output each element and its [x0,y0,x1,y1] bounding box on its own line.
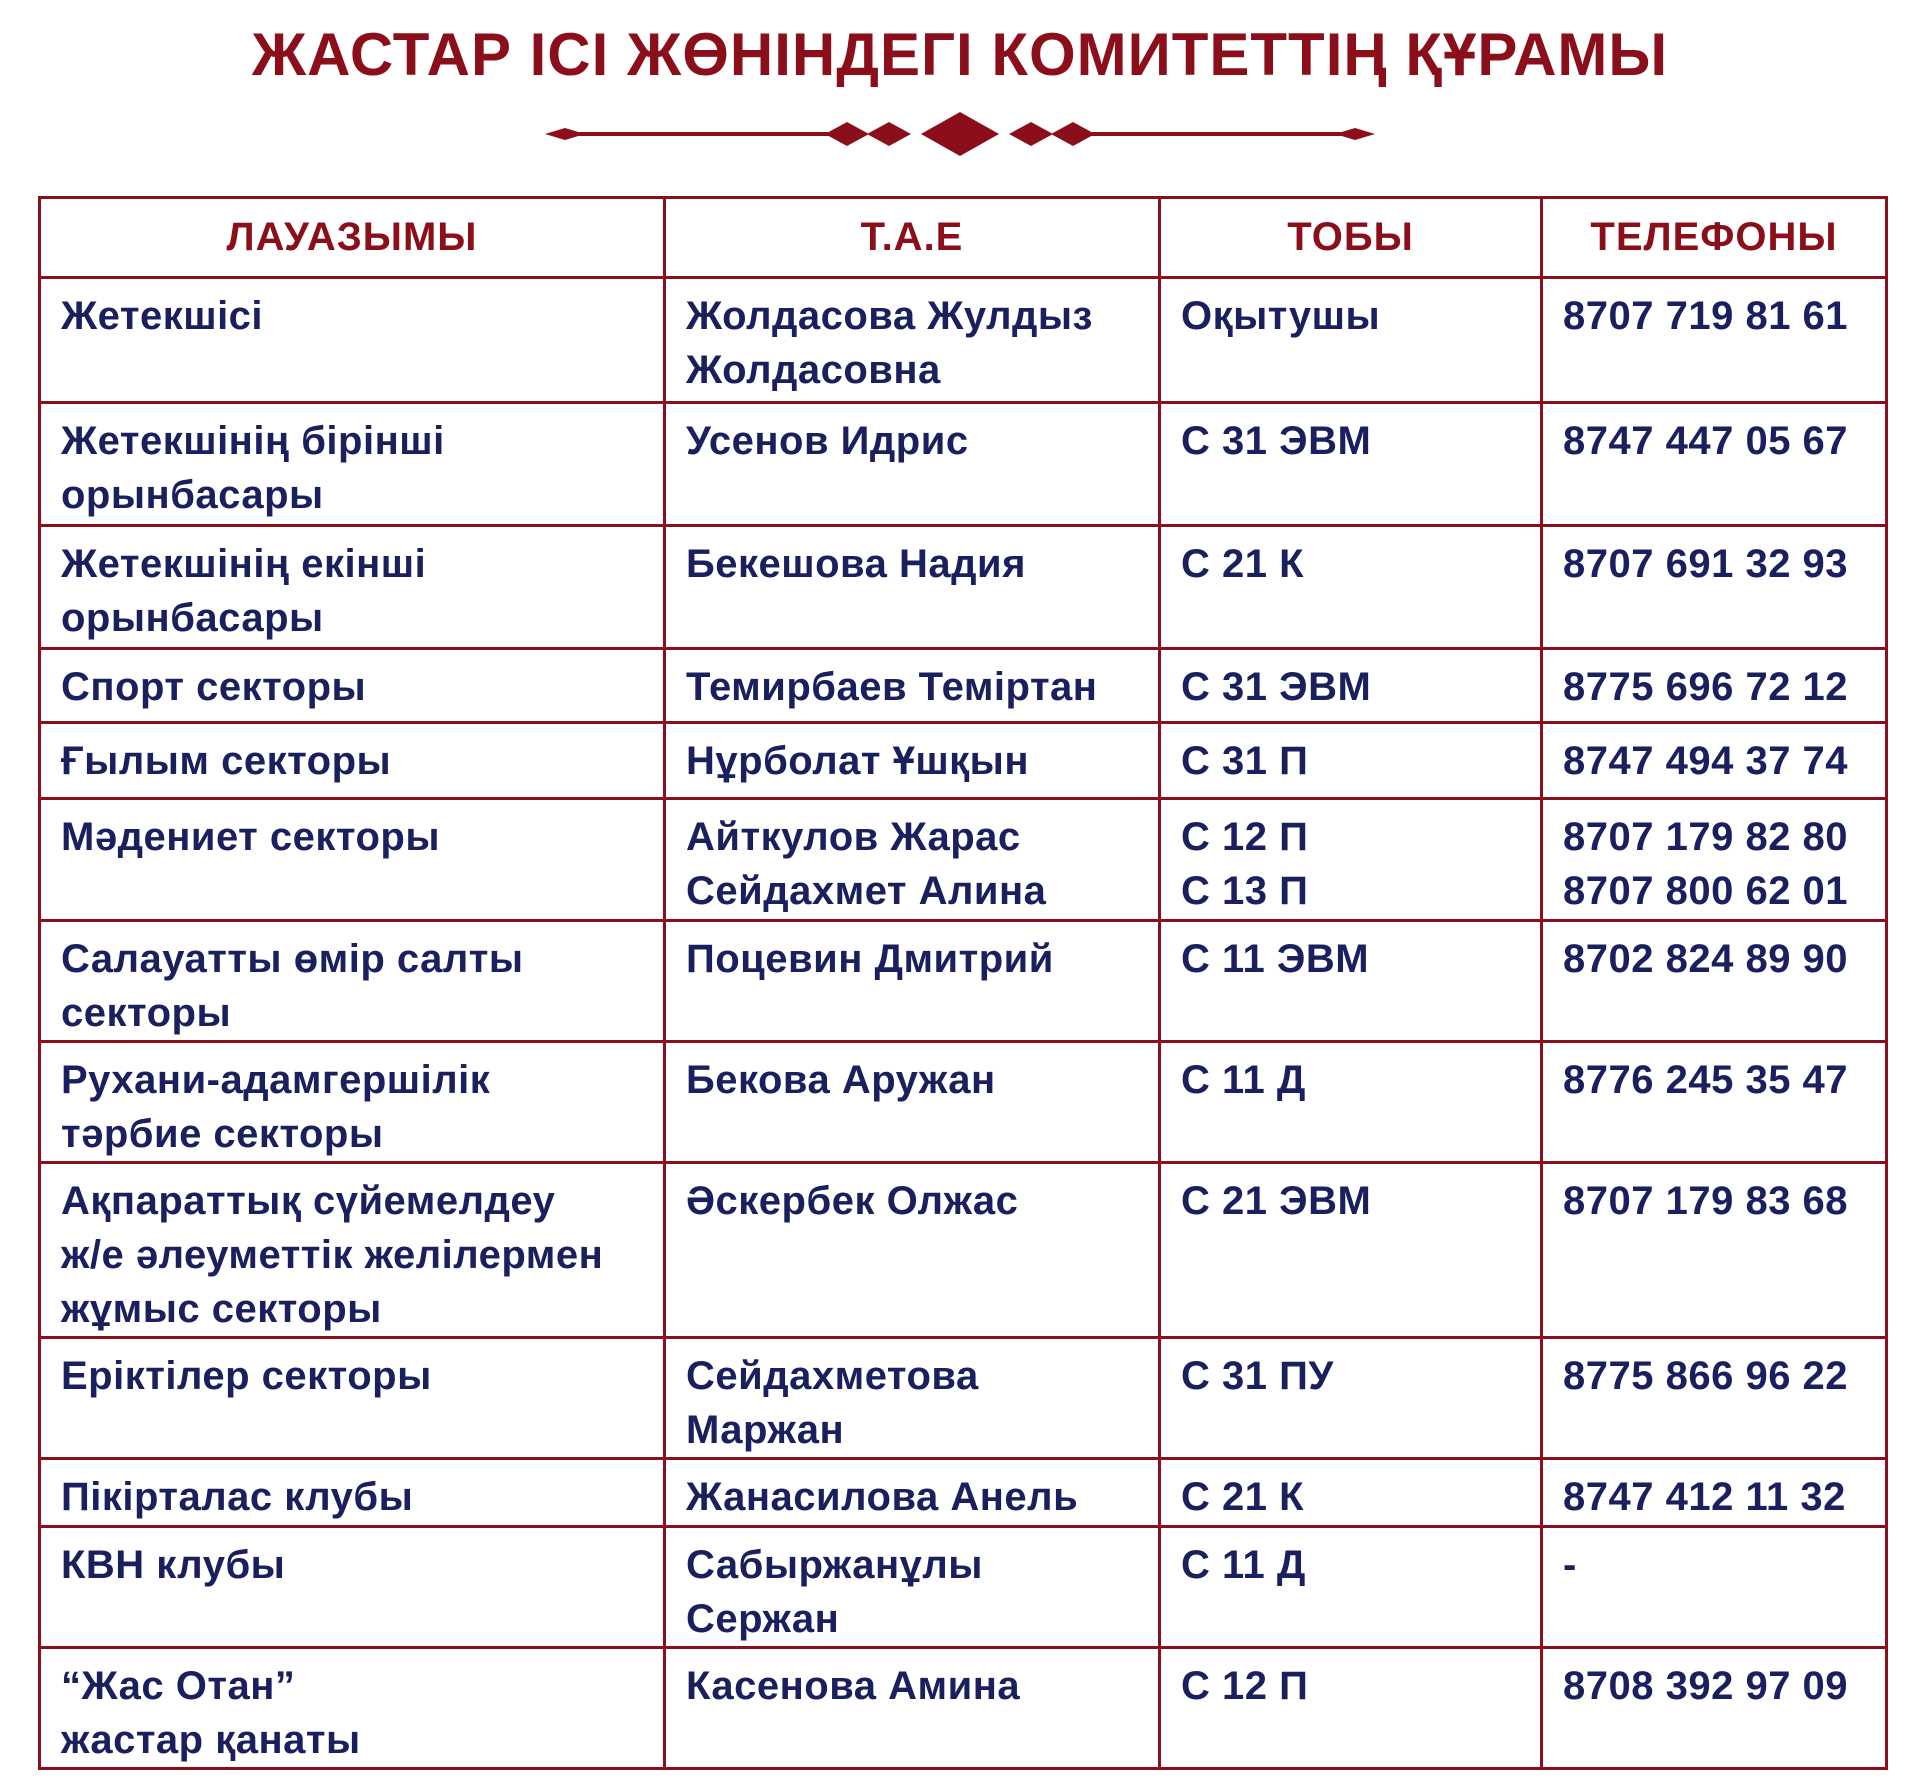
cell-position: КВН клубы [40,1527,665,1648]
cell-phone: 8708 392 97 09 [1542,1648,1887,1769]
committee-table [38,196,1888,1770]
cell-phone: 8707 179 82 80 8707 800 62 01 [1542,799,1887,921]
cell-phone: 8776 245 35 47 [1542,1042,1887,1163]
cell-position: Жетекшінің екінші орынбасары [40,526,665,649]
cell-name: Сабыржанұлы Сержан [665,1527,1160,1648]
cell-group: С 31 П [1160,723,1542,799]
cell-phone: 8747 412 11 32 [1542,1459,1887,1527]
cell-name: Поцевин Дмитрий [665,921,1160,1042]
table-row [40,921,1887,1042]
table-row [40,1042,1887,1163]
cell-position: Ақпараттық сүйемелдеу ж/е әлеуметтік желілермен жұмыс секторы [40,1163,665,1338]
cell-phone: 8747 447 05 67 [1542,403,1887,526]
cell-position: “Жас Отан” жастар қанаты [40,1648,665,1769]
header-position: ЛАУАЗЫМЫ [40,198,665,278]
divider-end-left [545,128,585,140]
table-row [40,723,1887,799]
table-row [40,526,1887,649]
cell-phone: 8775 696 72 12 [1542,649,1887,723]
divider-diamond-r1 [1009,122,1053,146]
divider-end-right [1335,128,1375,140]
cell-position: Ғылым секторы [40,723,665,799]
table-row [40,1527,1887,1648]
cell-group: С 12 П [1160,1648,1542,1769]
divider-diamond-l2 [825,122,869,146]
cell-position: Спорт секторы [40,649,665,723]
header-name: Т.А.Е [665,198,1160,278]
cell-phone: 8775 866 96 22 [1542,1338,1887,1459]
cell-group: С 11 Д [1160,1527,1542,1648]
header-group: ТОБЫ [1160,198,1542,278]
cell-position: Еріктілер секторы [40,1338,665,1459]
cell-group: Оқытушы [1160,278,1542,403]
cell-name: Әскербек Олжас [665,1163,1160,1338]
cell-group: С 31 ПУ [1160,1338,1542,1459]
table-row [40,403,1887,526]
header-row [40,198,1887,278]
decorative-divider [545,112,1375,156]
cell-name: Бекешова Надия [665,526,1160,649]
cell-position: Рухани-адамгершілік тәрбие секторы [40,1042,665,1163]
cell-name: Бекова Аружан [665,1042,1160,1163]
divider-diamond-l1 [867,122,911,146]
cell-name: Нұрболат Ұшқын [665,723,1160,799]
table-row [40,1648,1887,1769]
divider-diamond-center [921,112,999,156]
table-row [40,1459,1887,1527]
cell-name: Касенова Амина [665,1648,1160,1769]
cell-group: С 31 ЭВМ [1160,403,1542,526]
page-title: ЖАСТАР ІСІ ЖӨНІНДЕГІ КОМИТЕТТІҢ ҚҰРАМЫ [251,21,1669,88]
cell-phone: 8707 691 32 93 [1542,526,1887,649]
cell-position: Жетекшісі [40,278,665,403]
cell-phone: 8707 719 81 61 [1542,278,1887,403]
table-row [40,1338,1887,1459]
header-phone: ТЕЛЕФОНЫ [1542,198,1887,278]
table-row [40,1163,1887,1338]
cell-phone: - [1542,1527,1887,1648]
cell-group: С 11 Д [1160,1042,1542,1163]
cell-group: С 21 К [1160,1459,1542,1527]
cell-name: Сейдахметова Маржан [665,1338,1160,1459]
cell-position: Пікірталас клубы [40,1459,665,1527]
cell-group: С 11 ЭВМ [1160,921,1542,1042]
cell-position: Мәдениет секторы [40,799,665,921]
cell-name: Жанасилова Анель [665,1459,1160,1527]
divider-diamond-r2 [1051,122,1095,146]
table-row [40,278,1887,403]
cell-phone: 8707 179 83 68 [1542,1163,1887,1338]
table-row [40,649,1887,723]
cell-name: Усенов Идрис [665,403,1160,526]
cell-name: Темирбаев Теміртан [665,649,1160,723]
cell-group: С 12 П С 13 П [1160,799,1542,921]
cell-phone: 8702 824 89 90 [1542,921,1887,1042]
cell-position: Салауатты өмір салты секторы [40,921,665,1042]
table-row [40,799,1887,921]
cell-group: С 21 ЭВМ [1160,1163,1542,1338]
cell-phone: 8747 494 37 74 [1542,723,1887,799]
cell-name: Жолдасова Жулдыз Жолдасовна [665,278,1160,403]
cell-name: Айткулов Жарас Сейдахмет Алина [665,799,1160,921]
cell-group: С 31 ЭВМ [1160,649,1542,723]
cell-position: Жетекшінің бірінші орынбасары [40,403,665,526]
cell-group: С 21 К [1160,526,1542,649]
